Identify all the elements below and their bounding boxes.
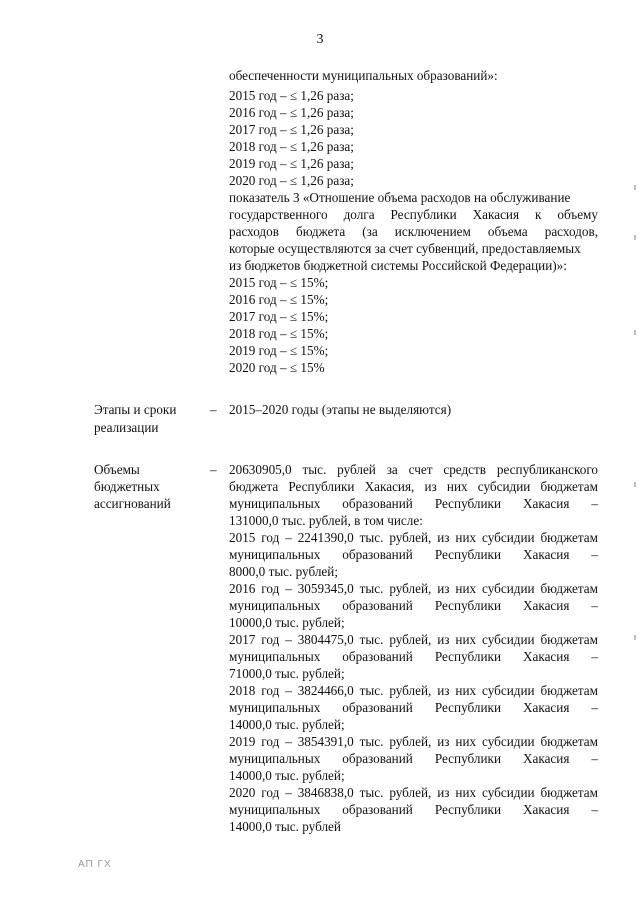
budget-line: 10000,0 тыс. рублей;	[229, 615, 345, 630]
budget-line: муниципальных образований Республики Хакасия –	[229, 496, 598, 511]
percent-year-line: 2017 год – ≤ 15%;	[229, 309, 329, 324]
budget-line: муниципальных образований Республики Хакасия –	[229, 802, 598, 817]
stages-label-line: реализации	[94, 420, 159, 435]
indicator3-line: государственного долга Республики Хакасия к объему	[229, 207, 598, 222]
ratio-year-line: 2020 год – ≤ 1,26 раза;	[229, 173, 354, 188]
stages-label	[94, 401, 204, 436]
scan-mark	[634, 330, 636, 335]
budget-label	[94, 461, 204, 512]
stages-dash: –	[210, 402, 217, 417]
ratio-year-line: 2017 год – ≤ 1,26 раза;	[229, 122, 354, 137]
ratio-year-line: 2015 год – ≤ 1,26 раза;	[229, 88, 354, 103]
budget-dash: –	[210, 462, 217, 477]
budget-line: 20630905,0 тыс. рублей за счет средств республиканского	[229, 462, 598, 477]
budget-line: 2019 год – 3854391,0 тыс. рублей, из них субсидии бюджетам	[229, 734, 598, 749]
budget-line: муниципальных образований Республики Хакасия –	[229, 751, 598, 766]
budget-line: 2015 год – 2241390,0 тыс. рублей, из них субсидии бюджетам	[229, 530, 598, 545]
scan-mark	[634, 482, 636, 487]
budget-line: 14000,0 тыс. рублей;	[229, 717, 345, 732]
budget-line: муниципальных образований Республики Хакасия –	[229, 547, 598, 562]
stages-label-line: Этапы и сроки	[94, 402, 177, 417]
budget-line: бюджета Республики Хакасия, из них субсидии бюджетам	[229, 479, 598, 494]
percent-year-line: 2019 год – ≤ 15%;	[229, 343, 329, 358]
scan-mark	[634, 635, 636, 640]
stages-value: 2015–2020 годы (этапы не выделяются)	[229, 402, 452, 417]
percent-year-line: 2020 год – ≤ 15%	[229, 360, 325, 375]
budget-line: муниципальных образований Республики Хакасия –	[229, 598, 598, 613]
ratio-year-line: 2016 год – ≤ 1,26 раза;	[229, 105, 354, 120]
budget-label-line: Объемы	[94, 462, 140, 477]
budget-line: 8000,0 тыс. рублей;	[229, 564, 339, 579]
budget-line: 2017 год – 3804475,0 тыс. рублей, из них субсидии бюджетам	[229, 632, 598, 647]
indicator3-line: из бюджетов бюджетной системы Российской Федерации)»:	[229, 258, 567, 273]
scan-mark	[634, 185, 636, 190]
budget-line: 2020 год – 3846838,0 тыс. рублей, из них субсидии бюджетам	[229, 785, 598, 800]
budget-line: 71000,0 тыс. рублей;	[229, 666, 345, 681]
budget-line: 2018 год – 3824466,0 тыс. рублей, из них субсидии бюджетам	[229, 683, 598, 698]
ratio-year-line: 2019 год – ≤ 1,26 раза;	[229, 156, 354, 171]
budget-line: 14000,0 тыс. рублей	[229, 819, 341, 834]
indicator-intro: обеспеченности муниципальных образований»:	[229, 68, 498, 83]
budget-line: 2016 год – 3059345,0 тыс. рублей, из них субсидии бюджетам	[229, 581, 598, 596]
budget-label-line: бюджетных	[94, 479, 160, 494]
scan-mark	[634, 235, 636, 240]
percent-year-line: 2015 год – ≤ 15%;	[229, 275, 329, 290]
indicator3-line: расходов бюджета (за исключением объема расходов,	[229, 224, 598, 239]
budget-label-line: ассигнований	[94, 496, 171, 511]
budget-line: 131000,0 тыс. рублей, в том числе:	[229, 513, 423, 528]
budget-line: муниципальных образований Республики Хакасия –	[229, 649, 598, 664]
percent-year-line: 2018 год – ≤ 15%;	[229, 326, 329, 341]
budget-line: 14000,0 тыс. рублей;	[229, 768, 345, 783]
ratio-year-line: 2018 год – ≤ 1,26 раза;	[229, 139, 354, 154]
budget-line: муниципальных образований Республики Хакасия –	[229, 700, 598, 715]
footer-mark: АП ГХ	[78, 859, 112, 870]
page-number: 3	[316, 32, 324, 47]
indicator3-line: показатель 3 «Отношение объема расходов на обслуживание	[229, 190, 571, 205]
indicator3-line: которые осуществляются за счет субвенций, предоставляемых	[229, 241, 581, 256]
percent-year-line: 2016 год – ≤ 15%;	[229, 292, 329, 307]
